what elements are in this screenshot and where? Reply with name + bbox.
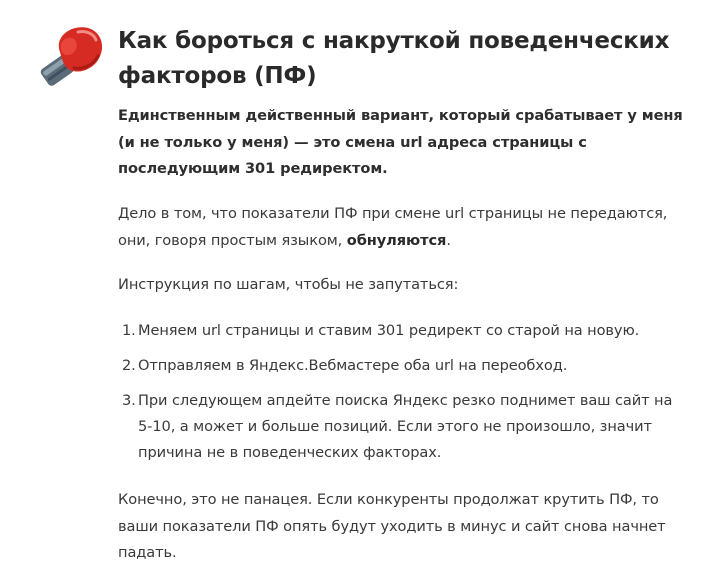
paragraph-2: Инструкция по шагам, чтобы не запутаться: (118, 276, 459, 293)
lead-paragraph: Единственным действенный вариант, который срабатывает у меня (и не только у меня) — это смена url адреса страницы с последующим 301 редиректом. (118, 107, 683, 177)
paragraph-1-end: . (446, 231, 451, 249)
paragraph-1-bold: обнуляются (346, 231, 447, 249)
list-item (118, 353, 683, 379)
list-item (118, 318, 683, 344)
list-item-text: При следующем апдейте поиска Яндекс резко поднимет ваш сайт на 5-10, а может и больше позиций. Если этого не произошло, значит причина не в поведенческих факторах. (138, 392, 673, 461)
paragraph-3: Конечно, это не панацея. Если конкуренты продолжат крутить ПФ, то ваши показатели ПФ опять будут уходить в минус и сайт снова начнет падать. (118, 491, 666, 561)
list-item-number: 1. (122, 322, 136, 339)
list-item-text: Отправляем в Яндекс.Вебмастере оба url на переобход. (138, 357, 568, 374)
paragraph-1-text: Дело в том, что показатели ПФ при смене url страницы не передаются, они, говоря простым языком, (118, 205, 668, 249)
list-item-number: 2. (122, 357, 136, 374)
list-item-text: Меняем url страницы и ставим 301 редирект со старой на новую. (138, 322, 640, 339)
article-title: Как бороться с накруткой поведенческих факторов (ПФ) (118, 28, 670, 89)
list-item (118, 388, 683, 466)
steps-list (118, 318, 683, 475)
paragraph-1 (118, 201, 683, 254)
boxing-glove-icon (38, 22, 108, 88)
list-item-number: 3. (122, 392, 136, 409)
